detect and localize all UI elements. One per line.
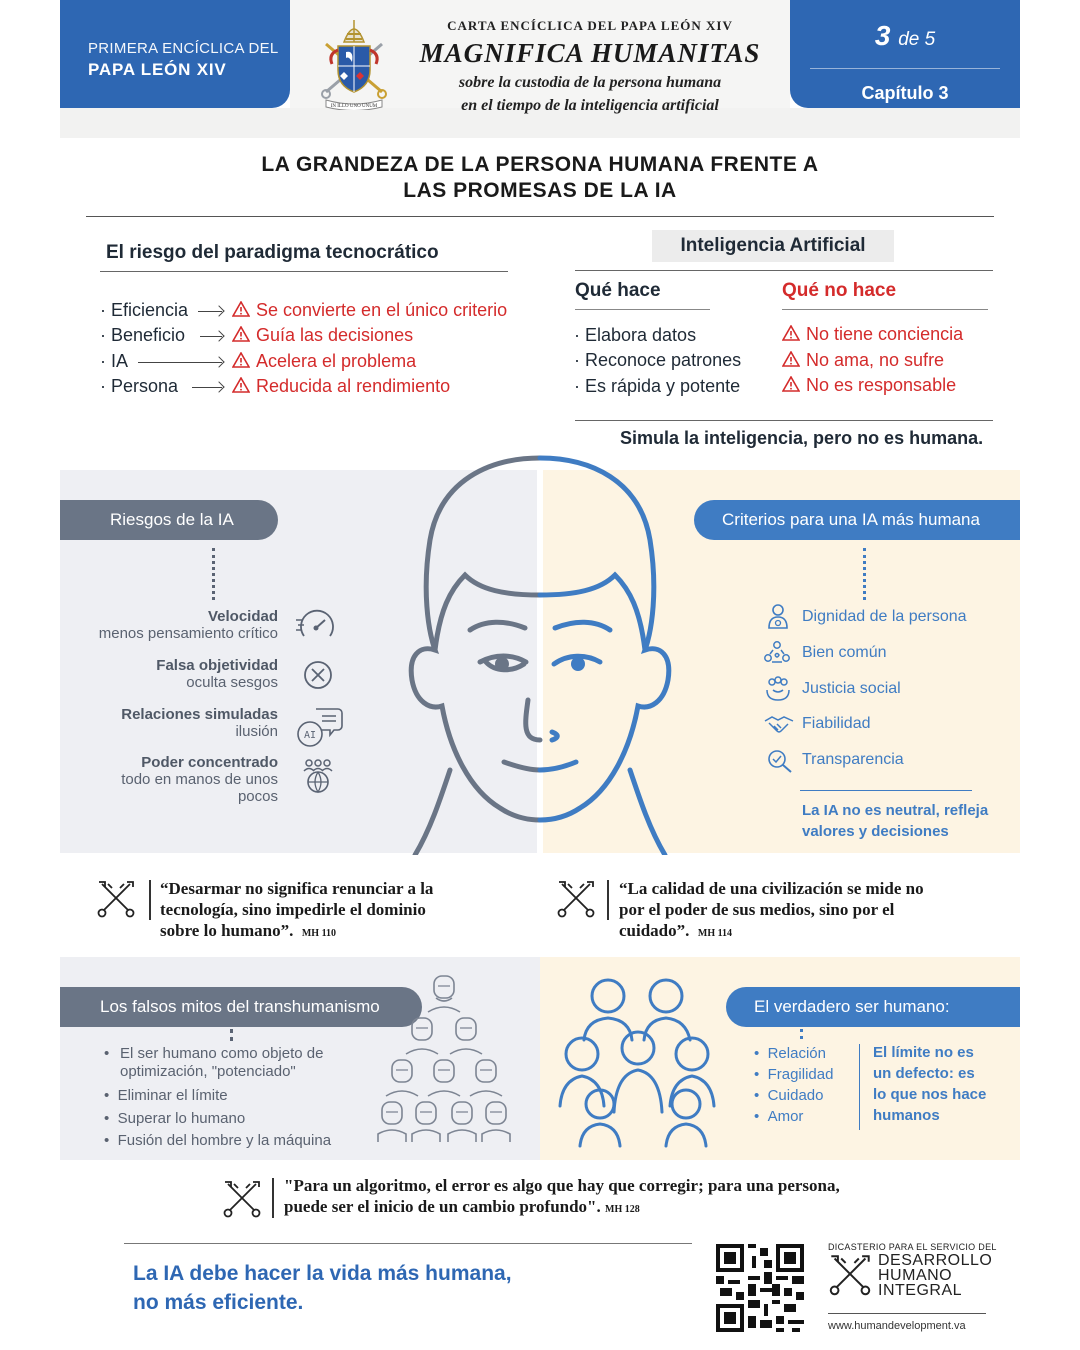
crest-motto: IN ILLO UNO UNUM [330,104,378,109]
website-link[interactable]: www.humandevelopment.va [828,1320,966,1332]
ai-box-title: Inteligencia Artificial [652,230,894,262]
quote-line: sobre lo humano”. [160,921,294,940]
divider [800,790,972,791]
quote-bar [607,880,609,920]
x-circle-icon [302,659,334,691]
paradigm-term: · IA [100,351,129,371]
header-left-line1: PRIMERA ENCÍCLICA DEL [88,40,279,57]
doesnt-title: Qué no hace [782,280,897,301]
divider [782,309,988,310]
crossed-keys-icon [556,880,596,918]
risk-item-title: Poder concentrado [141,754,278,771]
risk-item-title: Falsa objetividad [156,657,278,674]
main-title-line1: LA GRANDEZA DE LA PERSONA HUMANA FRENTE A [261,153,819,176]
footer-message [133,1259,512,1317]
arrow-icon [200,336,222,337]
dicastery-keys-icon [828,1254,872,1296]
quote-ref: MH 114 [697,928,733,939]
paradigm-result [232,351,416,372]
myth-text: optimización, "potenciado" [120,1063,296,1080]
myth-text: Fusión del hombre y la máquina [117,1132,332,1149]
quote-bar [149,880,151,920]
magnifier-check-icon [766,748,794,774]
ai-badge: AI [303,730,317,741]
human-item-text: Fragilidad [767,1066,834,1083]
paradigm-row [100,376,540,400]
divider [828,1313,986,1314]
footer-message-line: no más eficiente. [133,1291,304,1314]
limit-note-line: lo que nos hace [873,1086,987,1103]
human-family-icon [556,972,726,1148]
risk-item-sub: todo en manos de unos [121,771,278,788]
criteria-item: Fiabilidad [802,715,871,732]
criteria-note [802,800,1012,842]
dotted-connector [863,548,866,600]
limit-note-line: un defecto: es [873,1065,975,1082]
paradigm-row [100,300,540,324]
warning-icon [782,325,800,341]
myth-item: • Eliminar el límite [104,1087,228,1104]
crossed-keys-icon [96,880,136,918]
page-indicator [790,20,1020,52]
paradigm-result-text: Se convierte en el único criterio [256,300,508,320]
ai-chat-icon [294,706,344,748]
paradigm-result-text: Reducida al rendimiento [256,376,451,396]
criteria-note-line: valores y decisiones [802,823,949,840]
divider [100,271,508,272]
page-current: 3 [874,20,891,51]
paradigm-result-text: Acelera el problema [256,351,417,371]
quote-line: por el poder de sus medios, sino por el [619,900,895,919]
quote-line: “Desarmar no significa renunciar a la [160,879,434,898]
divider [575,420,993,421]
myth-item [104,1045,374,1081]
warning-icon [232,301,250,317]
does-item: · Elabora datos [574,325,697,345]
criteria-item: Justicia social [802,680,901,697]
doesnt-item [782,324,963,345]
header-title: MAGNIFICA HUMANITAS [419,38,761,68]
human-item-text: Cuidado [767,1087,824,1104]
human-item: • Cuidado [754,1087,824,1104]
common-good-icon [762,640,792,666]
header-left-line2: PAPA LEÓN XIV [88,60,227,79]
arrow-icon [198,311,222,312]
paradigm-result [232,325,413,346]
limit-note-line: El límite no es [873,1044,974,1061]
footer-message-line: La IA debe hacer la vida más humana, [133,1262,512,1285]
quote-1 [160,878,540,944]
paradigm-term: · Persona [100,376,179,396]
quote-line: “La calidad de una civilización se mide no [619,879,924,898]
human-item: • Relación [754,1045,826,1062]
risk-item [58,657,278,691]
doesnt-text: No es responsable [806,375,957,395]
risk-item-sub: ilusión [235,723,278,740]
quote-bar [272,1178,274,1218]
doesnt-item [782,375,956,396]
paradigm-title: El riesgo del paradigma tecnocrático [106,242,439,263]
human-item-text: Relación [767,1045,826,1062]
quote-ref: MH 128 [605,1204,640,1215]
paradigm-result [232,376,450,397]
header-title-block [405,18,775,115]
warning-icon [232,352,250,368]
limit-note [873,1042,1018,1126]
criteria-item: Dignidad de la persona [802,608,967,625]
papal-crest-icon [318,14,390,110]
myth-item: • Superar lo humano [104,1110,246,1127]
divider [86,216,994,217]
risk-item [58,706,278,740]
myths-title: Los falsos mitos del transhumanismo [60,987,422,1027]
social-justice-icon [764,676,792,702]
arrow-icon [192,387,222,388]
does-item: · Reconoce patrones [574,350,742,370]
arrow-icon [138,362,222,363]
human-item-text: Amor [767,1108,804,1125]
risk-item-sub: oculta sesgos [186,674,278,691]
divider [124,1243,692,1244]
criteria-item: Bien común [802,644,887,661]
myth-text: Superar lo humano [117,1110,246,1127]
doesnt-item [782,350,944,371]
warning-icon [232,326,250,342]
dotted-connector [212,548,215,600]
human-item: • Amor [754,1108,804,1125]
risk-item [58,608,278,642]
chapter-label: Capítulo 3 [810,68,1000,104]
criteria-title: Criterios para una IA más humana [694,500,1020,540]
myth-text: El ser humano como objeto de [120,1045,324,1062]
risks-title: Riesgos de la IA [60,500,278,540]
warning-icon [232,377,250,393]
qr-code-icon[interactable] [716,1244,804,1332]
quote-3 [284,1175,984,1220]
paradigm-row [100,351,540,375]
page-total: de 5 [898,29,936,50]
globe-people-icon [300,758,336,794]
dicastery-line: INTEGRAL [878,1282,963,1299]
paradigm-result-text: Guía las decisiones [256,325,414,345]
divider [575,270,993,271]
dicastery-line: HUMANO [878,1267,953,1284]
criteria-note-line: La IA no es neutral, refleja [802,802,989,819]
myth-item: • Fusión del hombre y la máquina [104,1132,332,1149]
dicastery-line: DESARROLLO [878,1252,993,1269]
criteria-item: Transparencia [802,751,904,768]
bullet-dot: • [104,1045,110,1062]
risk-item-sub: pocos [237,788,278,805]
header-subtitle-2: en el tiempo de la inteligencia artificial [461,97,719,114]
person-dignity-icon [766,602,790,630]
risk-item-title: Relaciones simuladas [121,706,278,723]
risk-item-title: Velocidad [207,608,278,625]
does-item: · Es rápida y potente [574,376,741,396]
robot-pyramid-icon [376,968,536,1148]
header-left-badge [60,0,290,108]
header-subtitle-1: sobre la custodia de la persona humana [458,74,722,91]
warning-icon [782,351,800,367]
quote-ref: MH 110 [301,928,337,939]
dotted-connector [800,1029,803,1039]
paradigm-term: · Eficiencia [100,300,189,320]
dicastery-small: DICASTERIO PARA EL SERVICIO DEL [828,1242,997,1252]
quote-line: puede ser el inicio de un cambio profundo". [284,1197,601,1216]
human-title: El verdadero ser humano: [726,987,1020,1027]
limit-note-line: humanos [873,1107,940,1124]
quote-line: "Para un algoritmo, el error es algo que hay que corregir; para una persona, [284,1176,840,1195]
doesnt-text: No ama, no sufre [806,350,945,370]
crossed-keys-icon [222,1180,262,1218]
divider [575,309,710,310]
speedometer-icon [296,608,336,642]
paradigm-term: · Beneficio [100,325,186,345]
risk-item-sub: menos pensamiento crítico [98,625,278,642]
header-right-badge [790,0,1020,108]
header-kicker: CARTA ENCÍCLICA DEL PAPA LEÓN XIV [447,18,733,33]
dicastery-name [878,1253,992,1298]
dotted-connector [230,1029,233,1041]
ai-tagline: Simula la inteligencia, pero no es humana. [620,428,984,448]
main-title-line2: LAS PROMESAS DE LA IA [403,179,677,202]
paradigm-row [100,325,540,349]
doesnt-text: No tiene conciencia [806,324,964,344]
paradigm-result [232,300,507,321]
quote-line: tecnología, sino impedirle el dominio [160,900,426,919]
quote-line: cuidado”. [619,921,690,940]
warning-icon [782,376,800,392]
human-item: • Fragilidad [754,1066,834,1083]
does-title: Qué hace [575,280,661,301]
divider [859,1044,860,1130]
risk-item [58,754,278,805]
myth-text: Eliminar el límite [117,1087,228,1104]
quote-2 [619,878,1019,944]
main-title [60,152,1020,204]
handshake-icon [764,713,794,735]
